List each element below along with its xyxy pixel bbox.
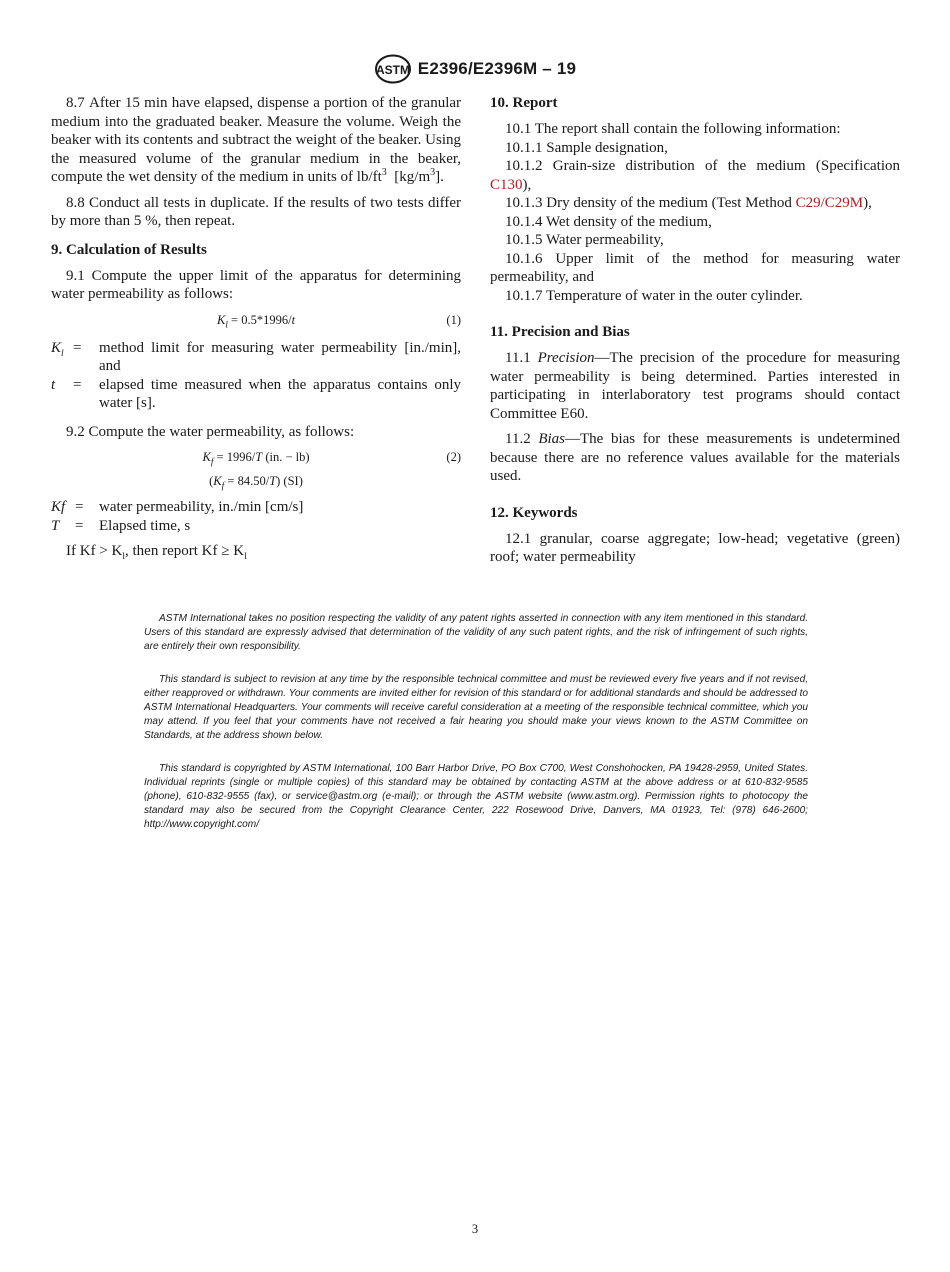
definition-row: t = elapsed time measured when the apparatus contains only water [s]. xyxy=(51,376,461,411)
definition-row: T = Elapsed time, s xyxy=(51,517,191,534)
paragraph-11-2: 11.2 Bias—The bias for these measurements is undetermined because there are no reference values available for the materials used. xyxy=(490,431,900,484)
list-item: 10.1.5 Water permeability, xyxy=(505,232,664,248)
paragraph-10-1: 10.1 The report shall contain the following information: xyxy=(505,121,841,137)
equation-2: $K_f = 1996/T$ (in. − lb) (2) xyxy=(202,450,461,468)
reference-link-c130[interactable]: C130 xyxy=(490,176,523,193)
equation-1: $K_l = 0.5*1996/t$ (1) xyxy=(216,312,461,330)
astm-logo-icon xyxy=(374,54,412,84)
equation-number: (1) xyxy=(446,312,461,327)
section-heading-11: 11. Precision and Bias xyxy=(490,324,630,340)
page-header xyxy=(0,54,950,84)
paragraph-report-condition: If $Kf > K_l$, then report $Kf \ge K_l$ xyxy=(66,543,247,562)
reference-link-c29[interactable]: C29/C29M xyxy=(795,195,864,211)
list-item: 10.1.7 Temperature of water in the outer cylinder. xyxy=(505,287,803,304)
left-column xyxy=(51,94,461,568)
definition-row: Kf = water permeability, in./min [cm/s] xyxy=(51,499,304,515)
paragraph-8-8: 8.8 Conduct all tests in duplicate. If the results of two tests differ by more than 5 %, then repeat. xyxy=(51,194,461,229)
list-item: 10.1.6 Upper limit of the method for measuring water permeability, and xyxy=(490,250,900,285)
paragraph-12-1: 12.1 granular, coarse aggregate; low-head; vegetative (green) roof; water permeability xyxy=(490,530,900,565)
list-item: 10.1.3 Dry density of the medium (Test Method C29/C29M), xyxy=(505,195,872,211)
definition-row: $K_l$ = method limit for measuring water permeability [in./min], and xyxy=(51,339,461,374)
svg-text:ASTM: ASTM xyxy=(375,63,410,77)
footer-notice-revision: This standard is subject to revision at any time by the responsible technical committee and must be reviewed every five years and if not revised, either reapproved or withdrawn. Your comments are invited either for revision of this standard or for additional standards and should be addressed to ASTM International Headquarters. Your comments will receive careful consideration at a meeting of the responsible technical committee, which you may attend. If you feel that your comments have not received a fair hearing you should make your views known to the ASTM Committee on Standards, at the address shown below. xyxy=(144,674,808,741)
page-number: 3 xyxy=(471,1222,479,1236)
equation-2-si: $(K_f = 84.50/T)$ (SI) xyxy=(209,474,303,492)
footer-notice-patent: ASTM International takes no position respecting the validity of any patent rights asserted in connection with any item mentioned in this standard. Users of this standard are expressly advised that determination of the validity of any such patent rights, and the risk of infringement of such rights, are entirely their own responsibility. xyxy=(144,613,808,652)
footer-notice-copyright: This standard is copyrighted by ASTM International, 100 Barr Harbor Drive, PO Box C700, West Conshohocken, PA 19428-2959, United States. Individual reprints (single or multiple copies) of this standard may be obtained by contacting ASTM at the above address or at 610-832-9585 (phone), 610-832-9555 (fax), or service@astm.org (e-mail); or through the ASTM website (www.astm.org). Permission rights to photocopy the standard may also be secured from the Copyright Clearance Center, 222 Rosewood Drive, Danvers, MA 01923, Tel: (978) 646-2600; http://www.copyright.com/ xyxy=(144,763,808,830)
paragraph-9-1: 9.1 Compute the upper limit of the apparatus for determining water permeability as follows: xyxy=(51,267,461,302)
list-item: 10.1.2 Grain-size distribution of the medium (Specification C130), xyxy=(490,158,900,193)
section-heading-10: 10. Report xyxy=(490,95,558,111)
list-item: 10.1.1 Sample designation, xyxy=(505,139,668,156)
paragraph-11-1: 11.1 Precision—The precision of the procedure for measuring water permeability is being determined. Parties interested in participating in interlaboratory test programs should contact Committee E60. xyxy=(490,350,900,422)
document-designation: E2396/E2396M – 19 xyxy=(417,58,577,78)
paragraph-8-7: 8.7 After 15 min have elapsed, dispense a portion of the granular medium into the graduated beaker. Measure the volume. Weigh the beaker with its contents and subtract the weight of the beaker. Using the measured volume of the granular medium in the beaker, compute the wet density of the medium in units of $lb/ft^3$ $[kg/m^3]$. xyxy=(51,95,462,185)
equation-number: (2) xyxy=(446,450,461,464)
section-heading-12: 12. Keywords xyxy=(490,504,578,521)
list-item: 10.1.4 Wet density of the medium, xyxy=(505,213,712,230)
paragraph-9-2: 9.2 Compute the water permeability, as follows: xyxy=(66,423,355,440)
right-column xyxy=(490,94,900,574)
section-heading-9: 9. Calculation of Results xyxy=(51,241,207,258)
definitions-2 xyxy=(51,498,461,535)
definitions-1 xyxy=(51,339,461,413)
report-items-list xyxy=(490,120,900,305)
